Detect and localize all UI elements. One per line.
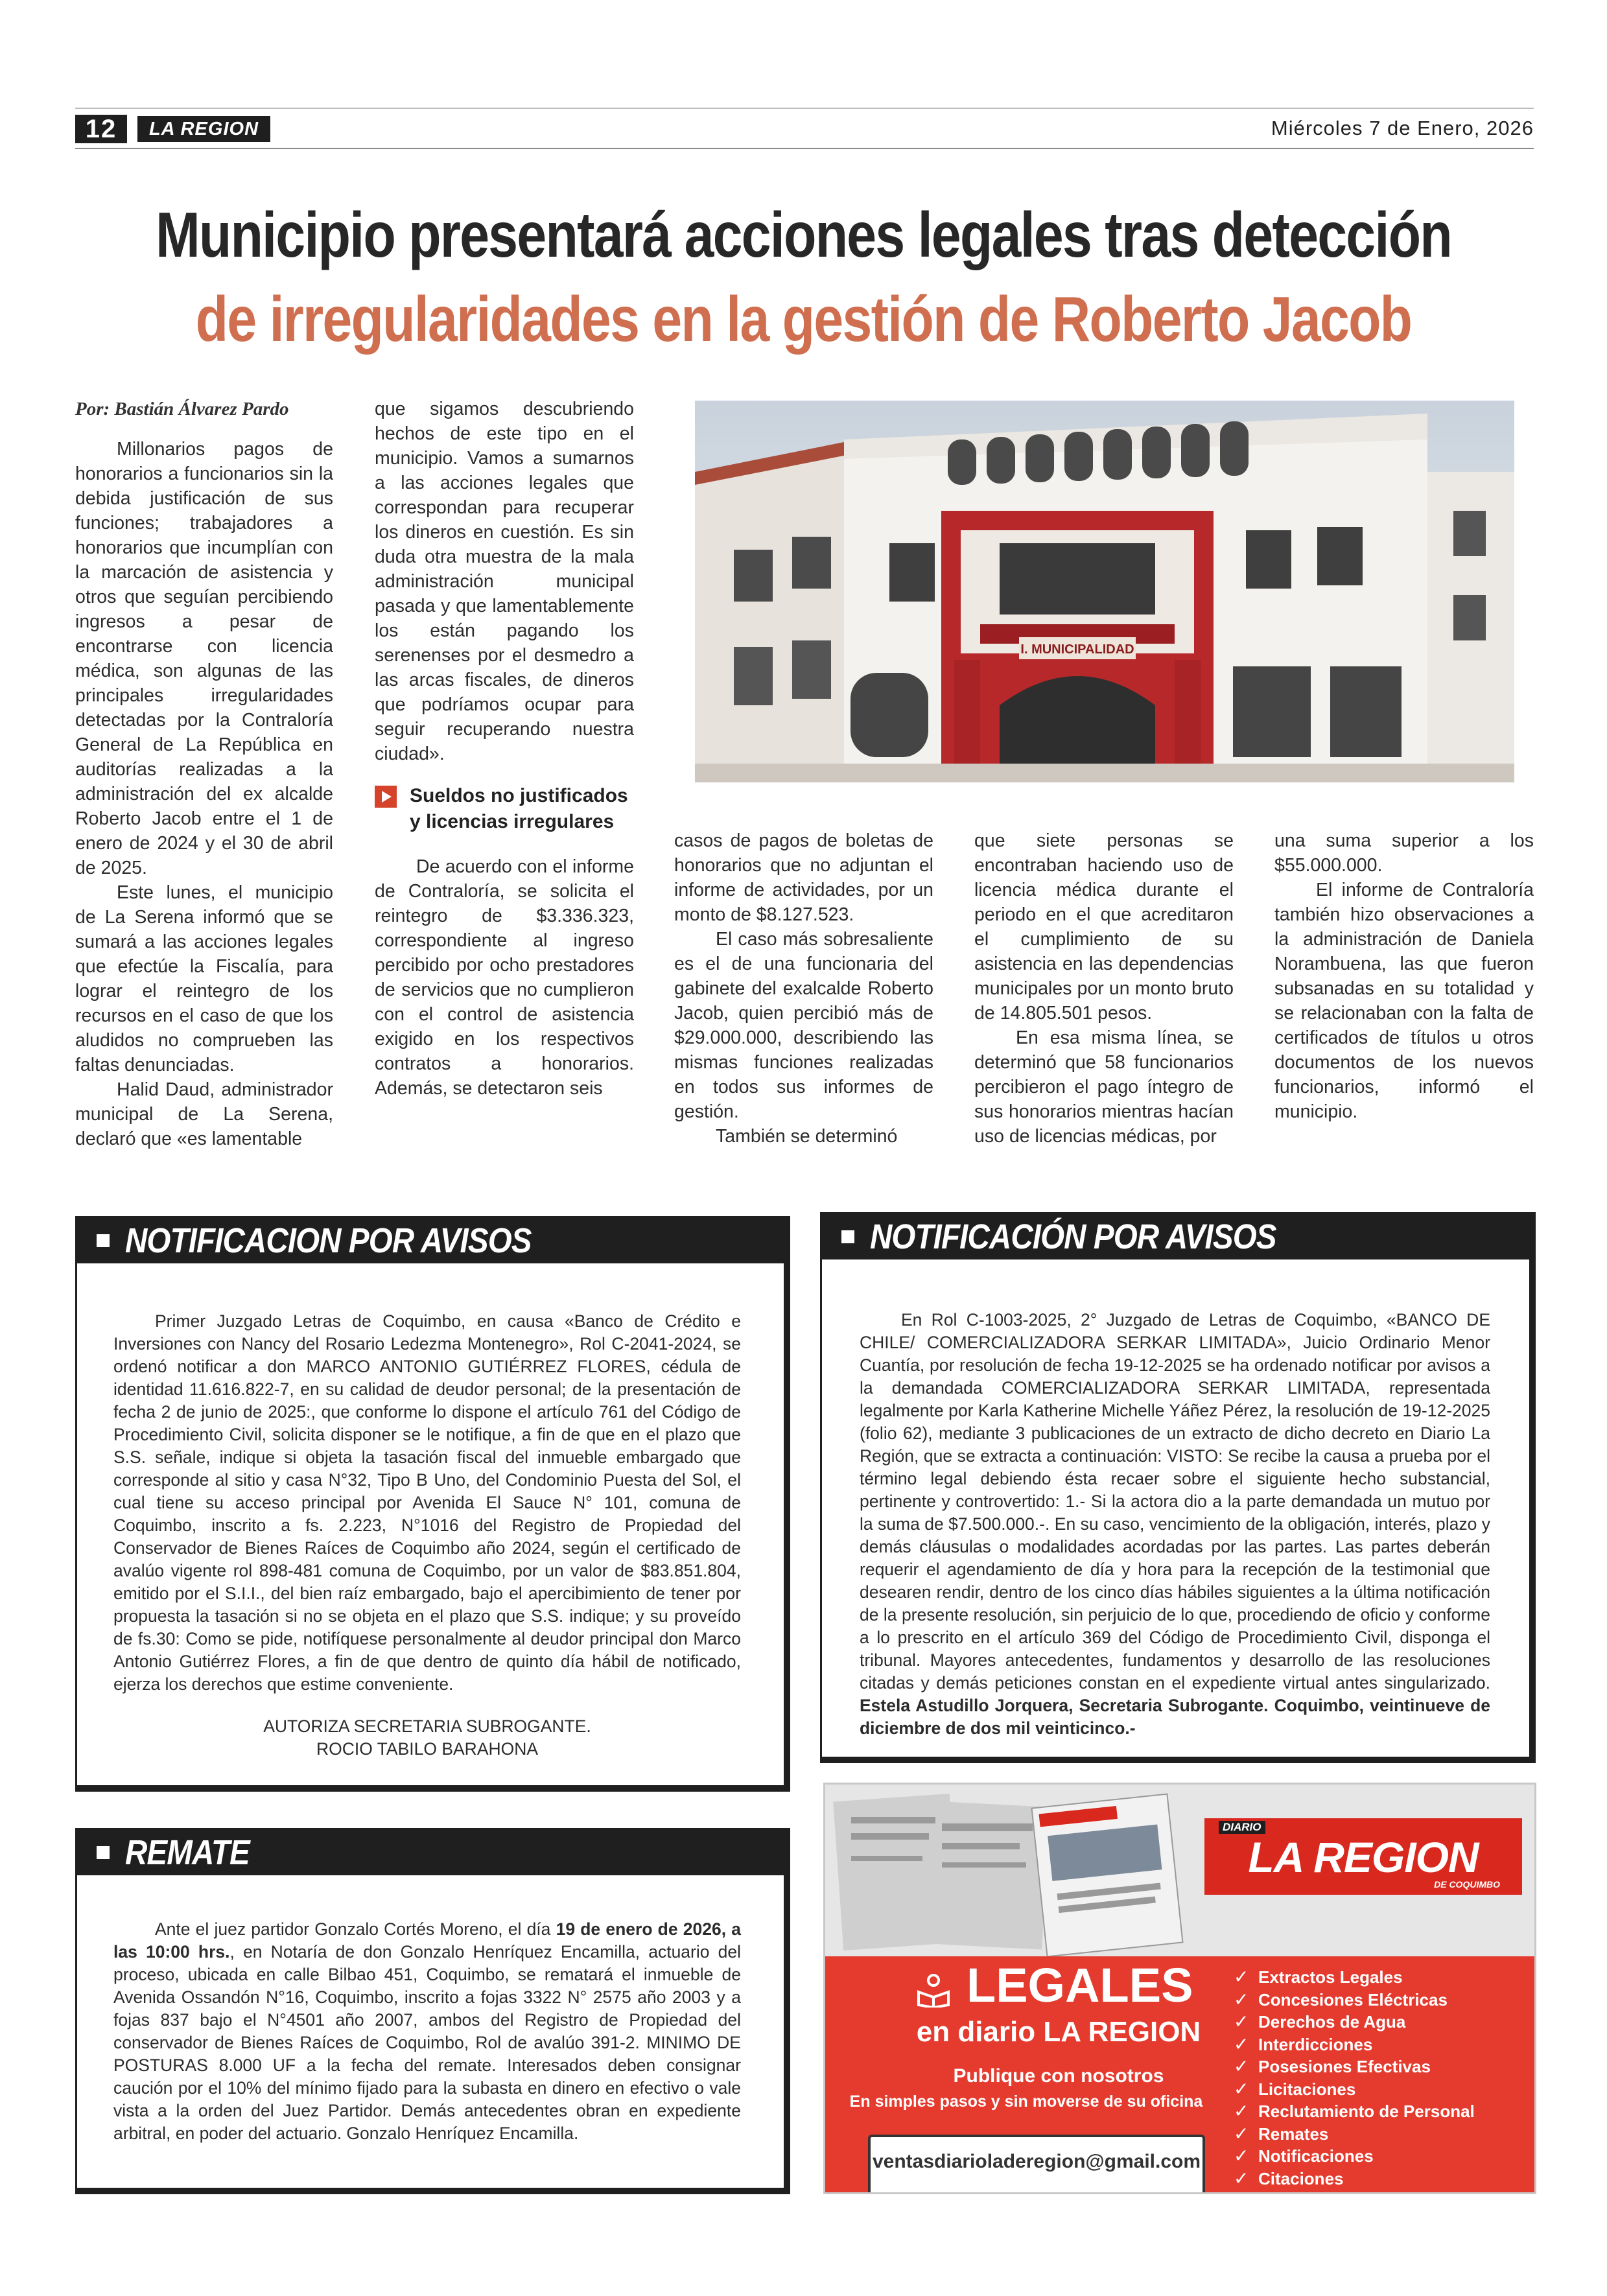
ad-email[interactable]: ventasdiarioladeregion@gmail.com: [872, 2151, 1201, 2172]
newspaper-logo: LA REGION: [137, 116, 270, 142]
article-paragraph: una suma superior a los $55.000.000.: [1274, 830, 1534, 876]
ad-service-item: ✓ Interdicciones: [1234, 2033, 1373, 2055]
signature-line-1: AUTORIZA SECRETARIA SUBROGANTE.: [263, 1716, 591, 1736]
municipality-building-photo: [695, 401, 1514, 782]
building-sign-text: I. MUNICIPALIDAD: [1020, 642, 1134, 657]
page-number: 12: [75, 115, 127, 143]
notice-signature: Estela Astudillo Jorquera, Secretaria Subrogante. Coquimbo, veintinueve de diciembre de dos mil veinticinco.-: [860, 1696, 1490, 1738]
notice-title: NOTIFICACION POR AVISOS: [125, 1221, 532, 1260]
notice-box-2: [820, 1212, 1536, 1763]
remate-box-header: [77, 1830, 784, 1875]
ad-brand-logo: [1204, 1818, 1522, 1895]
square-bullet-icon: [841, 1230, 854, 1243]
square-bullet-icon: [97, 1846, 110, 1859]
ad-service-item: ✓ Derechos de Agua: [1234, 2011, 1406, 2033]
notice-body: [822, 1259, 1529, 1740]
article-column-2: [375, 397, 634, 1101]
square-bullet-icon: [97, 1234, 110, 1247]
ad-simple-steps: En simples pasos y sin moverse de su oficina: [849, 2092, 1203, 2111]
headline-line-1: Municipio presentará acciones legales tras detección: [156, 199, 1451, 270]
notice-box-header: [822, 1214, 1529, 1259]
ad-service-item: ✓ Notificaciones: [1234, 2145, 1374, 2167]
article-paragraph: Millonarios pagos de honorarios a funcionarios sin la debida justificación de sus funciones; trabajadores a honorarios que incumplían con la marcación de asistencia y otros que seguían percibiendo ingresos a pesar de encontrarse con licencia médica, son algunas de las principales irregularidades detectadas por la Contraloría General de La República en auditorías realizadas a la administración del ex alcalde Roberto Jacob entre el 1 de enero de 2024 y el 30 de abril de 2025.: [75, 439, 333, 878]
publication-date: Miércoles 7 de Enero, 2026: [1271, 117, 1534, 139]
article-paragraph: También se determinó: [716, 1126, 898, 1147]
check-icon: ✓: [1234, 1966, 1249, 1988]
check-icon: ✓: [1234, 2145, 1249, 2167]
check-icon: ✓: [1234, 2100, 1249, 2122]
article-column-1: [75, 397, 333, 1151]
header-rule-bottom: [75, 148, 1534, 149]
check-icon: ✓: [1234, 2033, 1249, 2055]
article-column-4: [974, 828, 1234, 1149]
notice-title: NOTIFICACIÓN POR AVISOS: [870, 1217, 1276, 1256]
notice-text: En Rol C-1003-2025, 2° Juzgado de Letras de Coquimbo, «BANCO DE CHILE/ COMERCIALIZADORA SERKAR LIMITADA», Juicio Ordinario Menor Cuantía, por resolución de fecha 19-12-2025 se ha ordenado notificar por avisos a la demandada COMERCIALIZADORA SERKAR LIMITADA, representada legalmente por Karla Katherine Michelle Yáñez Pérez, la resolución de 19-12-2025 (folio 62), mediante 3 publicaciones de un extracto de dicho decreto en Diario La Región, que se extracta a continuación: VISTO: Se recibe la causa a prueba por el término legal debiendo ésta recaer sobre el siguiente hecho substancial, pertinente y controvertido: 1.- Si la actora dio a la parte demandada un mutuo por la suma de $7.500.000.-. En su caso, vencimiento de la obligación, interés, plazo y demás cláusulas o modalidades acordadas por las partes. Las partes deberán requerir el agendamiento de día y hora para la recepción de la testimonial que desearen rendir, dentro de los cinco días hábiles siguientes a la última notificación de la presente resolución, sin perjuicio de lo que, procediendo de oficio y conforme a lo prescrito en el artículo 369 del Código de Procedimiento Civil, disponga el tribunal. Mayores antecedentes, fundamentos y desarrollo de las resoluciones citadas y demás peticiones constan en el expediente virtual antes singularizado.: [860, 1310, 1490, 1693]
article-paragraph: De acuerdo con el informe de Contraloría, se solicita el reintegro de $3.336.323, correspondiente al ingreso percibido por ocho prestadores de servicios que no cumplieron con el control de asistencia exigido en los respectivos contratos a honorarios. Además, se detectaron seis: [375, 856, 634, 1099]
ad-brand-sub: DE COQUIMBO: [1434, 1879, 1500, 1890]
notice-body: [77, 1263, 784, 1761]
article-paragraph: El caso más sobresaliente es el de una funcionaria del gabinete del exalcalde Roberto Jacob, quien percibió más de $29.000.000, describiendo las mismas funciones realizadas en todos sus informes de gestión.: [674, 929, 933, 1122]
article-paragraph: que siete personas se encontraban haciendo uso de licencia médica durante el periodo en el que acreditaron el cumplimiento de su asistencia en las dependencias municipales por un monto bruto de 14.805.501 pesos.: [974, 830, 1234, 1024]
article-paragraph: casos de pagos de boletas de honorarios que no adjuntan el informe de actividades, por un monto de $8.127.523.: [674, 830, 933, 925]
header-rule-top: [75, 108, 1534, 109]
check-icon: ✓: [1234, 2167, 1249, 2189]
article-paragraph: El informe de Contraloría también hizo observaciones a la administración de Daniela Norambuena, las que fueron subsanadas en su totalidad y se relacionaban con la falta de certificados de títulos u otros documentos de los nuevos funcionarios, informó el municipio.: [1274, 880, 1534, 1122]
legales-advertisement: [823, 1783, 1536, 2194]
check-icon: ✓: [1234, 2056, 1249, 2078]
ad-services-list: [1234, 1966, 1475, 2190]
ad-brand-name: LA REGION: [1248, 1833, 1479, 1881]
ad-publique: Publique con nosotros: [953, 2065, 1164, 2087]
remate-lead: Ante el juez partidor Gonzalo Cortés Moreno, el día: [155, 1919, 556, 1939]
ad-service-item: ✓ Remates: [1234, 2122, 1329, 2144]
subheading-text: Sueldos no justificados y licencias irregulares: [410, 785, 628, 832]
ad-brand-small: DIARIO: [1219, 1821, 1265, 1834]
reading-person-icon: [916, 1973, 951, 2008]
ad-service-item: ✓ Concesiones Eléctricas: [1234, 1988, 1448, 2010]
notice-box-1: [75, 1216, 790, 1792]
remate-box: [75, 1828, 790, 2194]
article-paragraph: Halid Daud, administrador municipal de La Serena, declaró que «es lamentable: [75, 1079, 333, 1149]
ad-service-item: ✓ Extractos Legales: [1234, 1966, 1403, 1988]
ad-email-box: [868, 2135, 1205, 2194]
ad-legales-title: LEGALES: [967, 1958, 1193, 2012]
ad-service-item: ✓ Licitaciones: [1234, 2078, 1356, 2100]
remate-text: , en Notaría de don Gonzalo Henríquez Encamilla, actuario del proceso, ubicada en calle Bilbao 451, Coquimbo, se rematará el inmueble de Avenida Ossandón N°16, Coquimbo, inscrito a fojas 3322 N° 2575 año 2003 y a fojas 837 bajo el N°4501 año 2007, ambos del Registro de Propiedad del conservador de Bienes Raíces de Coquimbo, Rol de avalúo 391-2. MINIMO DE POSTURAS 8.000 UF a la fecha del remate. Interesados deben consignar caución por el 10% del mínimo fijado para la subasta en dinero en efectivo o vale vista a la orden del Juez Partidor. Demás antecedentes obran en expediente arbitral, en poder del actuario. Gonzalo Henríquez Encamilla.: [113, 1942, 741, 2143]
play-arrow-icon: [375, 786, 397, 808]
ad-service-item: ✓ Citaciones: [1234, 2167, 1344, 2189]
article-paragraph: Este lunes, el municipio de La Serena informó que se sumará a las acciones legales que efectúe la Fiscalía, para lograr el reintegro de los recursos en el caso de que los aludidos no comprueben las faltas denunciadas.: [75, 882, 333, 1075]
remate-title: REMATE: [125, 1833, 250, 1872]
notice-signature: [113, 1715, 741, 1761]
article-column-3: [674, 828, 933, 1149]
check-icon: ✓: [1234, 1988, 1249, 2010]
ad-service-item: ✓ Reclutamiento de Personal: [1234, 2100, 1475, 2122]
check-icon: ✓: [1234, 2122, 1249, 2144]
ad-service-item: ✓ Posesiones Efectivas: [1234, 2056, 1431, 2078]
article-column-5: [1274, 828, 1534, 1124]
notice-text: Primer Juzgado Letras de Coquimbo, en causa «Banco de Crédito e Inversiones con Nancy del Rosario Ledezma Montenegro», Rol C-2041-2024, se ordenó notificar a don MARCO ANTONIO GUTIÉRREZ FLORES, cédula de identidad 11.616.822-7, en su calidad de deudor personal; de la presentación de fecha 2 de junio de 2025:, que conforme lo dispone el artículo 761 del Código de Procedimiento Civil, solicita disponer se le notifique, a fin de que en el plazo que S.S. señale, indique si objeta la tasación fiscal del inmueble embargado que corresponde al sitio y casa N°32, Tipo B Uno, del Condominio Puesta del Sol, el cual tiene su acceso principal por Avenida El Sauce N° 101, comuna de Coquimbo, inscrito a fs. 2.223, N°1016 del Registro de Propiedad del Conservador de Bienes Raíces de Coquimbo año 2024, según el certificado de avalúo vigente rol 898-481 comuna de Coquimbo, por un valor de $83.851.804, emitido por el S.I.I., del bien raíz embargado, bajo el apercibimiento de tener por propuesta la tasación si no se objeta en el plazo que S.S. indique; y su proveído de fs.30: Como se pide, notifíquese personalmente al deudor principal don Marco Antonio Gutiérrez Flores, a fin de que dentro de quinto día hábil de notificado, ejerza los derechos que estime conveniente.: [113, 1311, 741, 1694]
remate-body: [77, 1875, 784, 2145]
subheading: [375, 783, 634, 835]
article-paragraph: que sigamos descubriendo hechos de este tipo en el municipio. Vamos a sumarnos a las acciones legales que correspondan para recuperar los dineros en cuestión. Es sin duda otra muestra de la mala administración municipal pasada y que lamentablemente los están pagando los serenenses por el desmedro a las arcas fiscales, de dineros que podríamos ocupar para seguir recuperando nuestra ciudad».: [375, 399, 634, 764]
check-icon: ✓: [1234, 2011, 1249, 2033]
check-icon: ✓: [1234, 2078, 1249, 2100]
byline: Por: Bastián Álvarez Pardo: [75, 399, 289, 419]
notice-box-header: [77, 1218, 784, 1263]
headline-line-2: de irregularidades en la gestión de Roberto Jacob: [195, 283, 1412, 355]
ad-en-diario: en diario LA REGION: [916, 2016, 1201, 2048]
article-paragraph: En esa misma línea, se determinó que 58 funcionarios percibieron el pago íntegro de sus honorarios mientras hacían uso de licencias médicas, por: [974, 1027, 1234, 1147]
signature-line-2: ROCIO TABILO BARAHONA: [316, 1739, 539, 1759]
remate-date: 19 de enero de 2026, a las 10:00 hrs.: [113, 1919, 741, 1962]
